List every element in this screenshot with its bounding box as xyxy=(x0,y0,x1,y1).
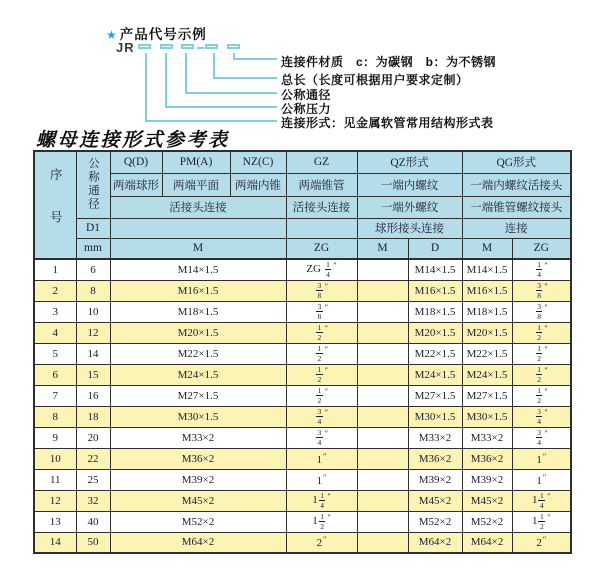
fraction: $\frac{3}{4}$ xyxy=(317,428,322,447)
cell-qg_zg xyxy=(512,385,571,406)
header-qz-sub3: 球形接头连接 xyxy=(357,218,462,238)
table-header xyxy=(34,151,571,259)
cell-qg_zg: 1″ xyxy=(512,448,571,469)
cell-qg_m: M30×1.5 xyxy=(462,406,512,427)
header-qz-m: M xyxy=(357,238,408,259)
header-qg-m: M xyxy=(462,238,512,259)
cell-qg_zg: 1 $\frac{1}{2}$ ″ xyxy=(512,511,571,532)
inch-mark: ″ xyxy=(542,451,547,461)
table-row xyxy=(34,280,571,301)
cell-qz_m xyxy=(357,532,408,553)
cell-qg_m: M39×2 xyxy=(462,469,512,490)
fraction: $\frac{3}{8}$ xyxy=(317,302,322,321)
fraction: $\frac{3}{4}$ xyxy=(537,428,541,447)
header-col-q: Q(D) xyxy=(110,151,162,173)
cell-gz: 2″ xyxy=(286,532,357,553)
star-icon: ★ xyxy=(106,28,118,42)
table-row xyxy=(34,490,571,511)
cell-dn: 40 xyxy=(76,511,110,532)
inch-mark: ″ xyxy=(324,345,329,355)
fraction: $\frac{3}{4}$ xyxy=(317,407,322,426)
cell-qg_m: M16×1.5 xyxy=(462,280,512,301)
cell-qz_d: M16×1.5 xyxy=(408,280,462,301)
fraction: $\frac{1}{4}$ xyxy=(537,260,541,279)
cell-qg_zg: 2″ xyxy=(512,532,571,553)
cell-qg_zg: 1 $\frac{1}{4}$ ″ xyxy=(512,490,571,511)
cell-qg_zg xyxy=(512,364,571,385)
inch-mark: ″ xyxy=(324,429,329,439)
inch-mark: ″ xyxy=(324,408,329,418)
inch-mark: ″ xyxy=(544,324,548,334)
header-qg-sub2: 一端锥管螺纹接头 xyxy=(462,196,571,218)
legend-label-diameter: 公称通径 xyxy=(281,88,332,102)
header-m-label: M xyxy=(110,238,286,259)
header-col-qz: QZ形式 xyxy=(357,151,462,173)
inch-mark: ″ xyxy=(544,387,548,397)
cell-gz: 1″ xyxy=(286,469,357,490)
cell-qz_d: M18×1.5 xyxy=(408,301,462,322)
cell-qz_d: M30×1.5 xyxy=(408,406,462,427)
cell-seq: 4 xyxy=(34,322,76,343)
cell-qz_m xyxy=(357,406,408,427)
cell-dn: 10 xyxy=(76,301,110,322)
header-col-gz: GZ xyxy=(286,151,357,173)
header-qz-sub2: 一端外螺纹 xyxy=(357,196,462,218)
table-title: 螺母连接形式参考表 xyxy=(36,129,230,151)
cell-qz_d: M14×1.5 xyxy=(408,259,462,280)
header-qz-d: D xyxy=(408,238,462,259)
cell-qz_d: M33×2 xyxy=(408,427,462,448)
inch-mark: ″ xyxy=(324,387,329,397)
table-row xyxy=(34,532,571,553)
header-zg-label: ZG xyxy=(286,238,357,259)
cell-qg_m: M64×2 xyxy=(462,532,512,553)
cell-qz_m xyxy=(357,280,408,301)
cell-gz xyxy=(286,427,357,448)
connector-line xyxy=(145,120,277,122)
fraction: $\frac{3}{4}$ xyxy=(537,407,541,426)
cell-dn: 32 xyxy=(76,490,110,511)
cell-gz: 1 $\frac{1}{4}$ ″ xyxy=(286,490,357,511)
header-union-connection-gz: 活接头连接 xyxy=(286,196,357,218)
legend-label-material: 连接件材质 c：为碳钢 b：为不锈钢 xyxy=(281,55,497,69)
code-dash-line xyxy=(197,47,204,49)
cell-qz_d: M36×2 xyxy=(408,448,462,469)
connector-line xyxy=(185,92,277,94)
cell-seq: 10 xyxy=(34,448,76,469)
header-mm: mm xyxy=(76,238,110,259)
table-row xyxy=(34,469,571,490)
table-row xyxy=(34,364,571,385)
table-body xyxy=(34,259,571,553)
inch-mark: ″ xyxy=(323,451,327,461)
cell-seq: 12 xyxy=(34,490,76,511)
table-row xyxy=(34,406,571,427)
cell-m: M33×2 xyxy=(110,427,286,448)
cell-seq: 13 xyxy=(34,511,76,532)
cell-gz: 1″ xyxy=(286,448,357,469)
inch-mark: ″ xyxy=(323,472,327,482)
inch-mark: ″ xyxy=(544,408,548,418)
header-gz-sub: 两端锥管 xyxy=(286,173,357,196)
cell-gz xyxy=(286,343,357,364)
cell-dn: 15 xyxy=(76,364,110,385)
cell-qg_m: M27×1.5 xyxy=(462,385,512,406)
cell-qz_d: M27×1.5 xyxy=(408,385,462,406)
header-col-qg: QG形式 xyxy=(462,151,571,173)
header-seq xyxy=(34,151,76,259)
inch-mark: ″ xyxy=(544,366,548,376)
cell-qz_m xyxy=(357,448,408,469)
fraction: $\frac{1}{2}$ xyxy=(317,344,322,363)
cell-qg_m: M18×1.5 xyxy=(462,301,512,322)
code-box-5 xyxy=(227,44,240,49)
cell-qg_zg xyxy=(512,301,571,322)
cell-m: M16×1.5 xyxy=(110,280,286,301)
cell-seq: 6 xyxy=(34,364,76,385)
table-row xyxy=(34,448,571,469)
cell-dn: 8 xyxy=(76,280,110,301)
header-union-connection: 活接头连接 xyxy=(110,196,286,218)
cell-qz_m xyxy=(357,469,408,490)
header-seq-text: 序号 xyxy=(48,168,63,253)
legend-label-connection: 连接形式：见金属软管常用结构形式表 xyxy=(281,116,494,130)
nut-connection-table xyxy=(33,150,572,554)
cell-qz_m xyxy=(357,511,408,532)
header-col-nz: NZ(C) xyxy=(230,151,286,173)
inch-mark: ″ xyxy=(324,366,329,376)
cell-seq: 8 xyxy=(34,406,76,427)
header-empty-m xyxy=(110,218,286,238)
cell-dn: 6 xyxy=(76,259,110,280)
fraction: $\frac{1}{2}$ xyxy=(537,386,541,405)
inch-mark: ″ xyxy=(547,513,551,523)
cell-qg_m: M45×2 xyxy=(462,490,512,511)
cell-dn: 22 xyxy=(76,448,110,469)
fraction: $\frac{1}{4}$ xyxy=(539,491,544,510)
cell-m: M52×2 xyxy=(110,511,286,532)
cell-qz_m xyxy=(357,301,408,322)
fraction: $\frac{1}{2}$ xyxy=(537,344,541,363)
cell-gz: 1 $\frac{1}{2}$ ″ xyxy=(286,511,357,532)
cell-qz_d: M52×2 xyxy=(408,511,462,532)
inch-mark: ″ xyxy=(324,303,329,313)
cell-gz xyxy=(286,406,357,427)
cell-m: M64×2 xyxy=(110,532,286,553)
inch-mark: ″ xyxy=(544,429,548,439)
cell-seq: 1 xyxy=(34,259,76,280)
cell-qg_zg xyxy=(512,427,571,448)
cell-m: M39×2 xyxy=(110,469,286,490)
fraction: $\frac{1}{2}$ xyxy=(537,323,541,342)
cell-dn: 12 xyxy=(76,322,110,343)
cell-qg_m: M36×2 xyxy=(462,448,512,469)
fraction: $\frac{1}{2}$ xyxy=(320,512,324,531)
cell-qz_m xyxy=(357,385,408,406)
cell-qg_m: M22×1.5 xyxy=(462,343,512,364)
cell-m: M20×1.5 xyxy=(110,322,286,343)
table-row xyxy=(34,427,571,448)
connector-line xyxy=(145,53,147,122)
connector-line xyxy=(213,77,277,79)
inch-mark: ″ xyxy=(324,282,329,292)
cell-qg_zg: 1″ xyxy=(512,469,571,490)
connector-line xyxy=(185,53,187,94)
connector-line xyxy=(165,106,277,108)
cell-seq: 3 xyxy=(34,301,76,322)
cell-qz_m xyxy=(357,364,408,385)
inch-mark: ″ xyxy=(324,324,329,334)
cell-qz_m xyxy=(357,490,408,511)
cell-qg_m: M24×1.5 xyxy=(462,364,512,385)
header-empty-gz xyxy=(286,218,357,238)
cell-dn: 50 xyxy=(76,532,110,553)
fraction: $\frac{1}{2}$ xyxy=(539,512,544,531)
cell-m: M22×1.5 xyxy=(110,343,286,364)
header-q-sub: 两端球形 xyxy=(110,173,162,196)
fraction: $\frac{1}{2}$ xyxy=(317,365,322,384)
header-qg-zg: ZG xyxy=(512,238,571,259)
inch-mark: ″ xyxy=(544,303,548,313)
header-nominal-diameter xyxy=(76,151,110,218)
cell-qg_zg xyxy=(512,406,571,427)
product-code-heading-text: 产品代号示例 xyxy=(119,27,207,42)
fraction: $\frac{3}{8}$ xyxy=(537,281,541,300)
cell-m: M36×2 xyxy=(110,448,286,469)
cell-qg_zg xyxy=(512,280,571,301)
cell-m: M30×1.5 xyxy=(110,406,286,427)
cell-seq: 5 xyxy=(34,343,76,364)
header-d1: D1 xyxy=(76,218,110,238)
header-qz-sub1: 一端内螺纹 xyxy=(357,173,462,196)
cell-qg_zg xyxy=(512,259,571,280)
header-dn-text: 公称通径 xyxy=(87,157,99,212)
header-nz-sub: 两端内锥 xyxy=(230,173,286,196)
cell-qz_d: M39×2 xyxy=(408,469,462,490)
inch-mark: ″ xyxy=(333,261,337,271)
cell-seq: 14 xyxy=(34,532,76,553)
connector-line xyxy=(165,53,167,108)
cell-gz xyxy=(286,385,357,406)
cell-m: M14×1.5 xyxy=(110,259,286,280)
code-box-2 xyxy=(160,44,173,49)
fraction: $\frac{1}{2}$ xyxy=(537,365,541,384)
inch-mark: ″ xyxy=(542,472,547,482)
cell-qg_zg xyxy=(512,343,571,364)
header-qg-sub3: 连接 xyxy=(462,218,571,238)
cell-m: M45×2 xyxy=(110,490,286,511)
cell-gz xyxy=(286,301,357,322)
legend-label-pressure: 公称压力 xyxy=(281,102,332,116)
cell-qz_d: M24×1.5 xyxy=(408,364,462,385)
table-row xyxy=(34,385,571,406)
cell-dn: 25 xyxy=(76,469,110,490)
cell-gz xyxy=(286,322,357,343)
cell-dn: 14 xyxy=(76,343,110,364)
cell-m: M24×1.5 xyxy=(110,364,286,385)
cell-dn: 16 xyxy=(76,385,110,406)
fraction: $\frac{3}{8}$ xyxy=(537,302,541,321)
cell-qg_m: M20×1.5 xyxy=(462,322,512,343)
cell-seq: 7 xyxy=(34,385,76,406)
cell-qz_m xyxy=(357,427,408,448)
cell-gz: ZG $\frac{1}{4}$ ″ xyxy=(286,259,357,280)
inch-mark: ″ xyxy=(323,535,327,545)
cell-qg_zg xyxy=(512,322,571,343)
cell-qg_m: M33×2 xyxy=(462,427,512,448)
fraction: $\frac{1}{2}$ xyxy=(317,323,322,342)
inch-mark: ″ xyxy=(547,492,551,502)
cell-dn: 20 xyxy=(76,427,110,448)
cell-qz_m xyxy=(357,259,408,280)
cell-qg_m: M14×1.5 xyxy=(462,259,512,280)
header-col-pm: PM(A) xyxy=(162,151,230,173)
fraction: $\frac{1}{4}$ xyxy=(320,491,324,510)
cell-gz xyxy=(286,364,357,385)
product-code-prefix: JR xyxy=(116,40,135,55)
cell-dn: 18 xyxy=(76,406,110,427)
fraction: $\frac{3}{8}$ xyxy=(317,281,322,300)
cell-seq: 2 xyxy=(34,280,76,301)
connector-line xyxy=(213,53,215,79)
inch-mark: ″ xyxy=(327,513,331,523)
table-row xyxy=(34,343,571,364)
cell-seq: 9 xyxy=(34,427,76,448)
cell-m: M18×1.5 xyxy=(110,301,286,322)
cell-seq: 11 xyxy=(34,469,76,490)
table-row xyxy=(34,322,571,343)
table-row xyxy=(34,301,571,322)
fraction: $\frac{1}{2}$ xyxy=(317,386,322,405)
inch-mark: ″ xyxy=(544,261,548,271)
cell-qg_m: M52×2 xyxy=(462,511,512,532)
cell-qz_d: M22×1.5 xyxy=(408,343,462,364)
table-row xyxy=(34,511,571,532)
cell-qz_d: M64×2 xyxy=(408,532,462,553)
inch-mark: ″ xyxy=(544,282,548,292)
cell-qz_m xyxy=(357,343,408,364)
code-box-1 xyxy=(138,44,151,49)
table-row xyxy=(34,259,571,280)
cell-qz_d: M45×2 xyxy=(408,490,462,511)
connector-line xyxy=(233,58,277,60)
cell-qz_d: M20×1.5 xyxy=(408,322,462,343)
header-qg-sub1: 一端内螺纹活接头 xyxy=(462,173,571,196)
fraction: $\frac{1}{4}$ xyxy=(326,260,330,279)
code-box-4 xyxy=(205,44,218,49)
inch-mark: ″ xyxy=(544,345,548,355)
cell-m: M27×1.5 xyxy=(110,385,286,406)
inch-mark: ″ xyxy=(327,492,331,502)
header-pm-sub: 两端平面 xyxy=(162,173,230,196)
inch-mark: ″ xyxy=(542,535,547,545)
code-box-3 xyxy=(181,44,194,49)
legend-label-length: 总长（长度可根据用户要求定制） xyxy=(281,73,469,87)
cell-gz xyxy=(286,280,357,301)
cell-qz_m xyxy=(357,322,408,343)
